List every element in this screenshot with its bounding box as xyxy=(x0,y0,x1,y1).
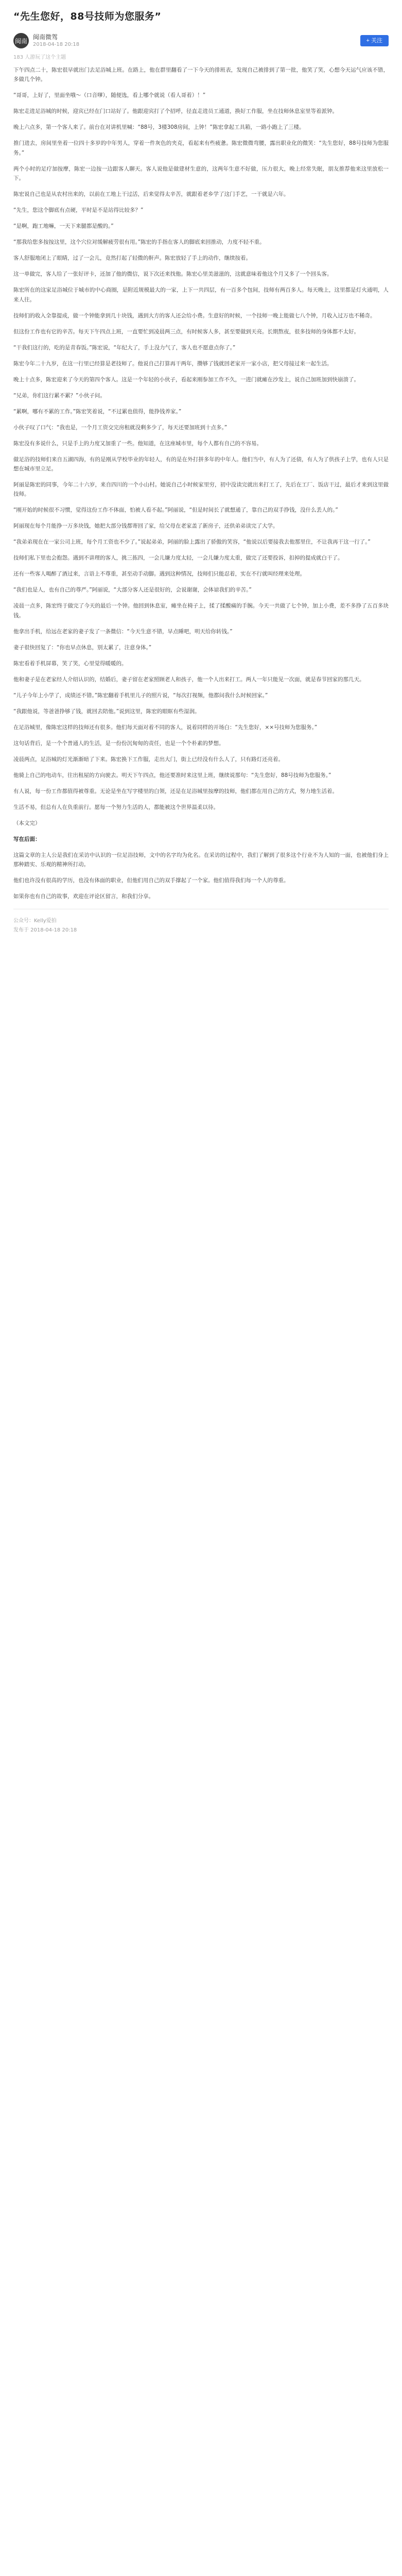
article-paragraph: 做足浴的技师们来自五湖四海，有的是刚从学校毕业的年轻人，有的是在外打拼多年的中年人。他们当中，有人为了还债，有人为了供孩子上学，也有人只是想在城市里立足。 xyxy=(13,456,389,472)
article-paragraph: “累啊，哪有不累的工作。”陈宏笑着说，“不过累也值得，能挣钱养家。” xyxy=(13,408,182,415)
article-paragraph: “我跟他说，等爸爸挣够了钱，就回去陪他。”说到这里，陈宏的眼眶有些湿润。 xyxy=(13,708,200,715)
article-paragraph: 凌晨一点多，陈宏终于做完了今天的最后一个钟。他回到休息室，瘫坐在椅子上，揉了揉酸痛的手腕。今天一共做了七个钟，加上小费，差不多挣了五百多块钱。 xyxy=(13,603,389,619)
article-paragraph: 陈宏走进足浴城的时候，迎宾已经在门口站好了。他跟迎宾打了个招呼，径直走进员工通道，换好工作服，坐在技师休息室里等着派钟。 xyxy=(13,108,338,115)
author-name[interactable]: 闽南微驾 xyxy=(33,33,58,41)
article-paragraph: 他拿出手机，给远在老家的妻子发了一条微信：“今天生意不错，早点睡吧，明天给你转钱。” xyxy=(13,628,233,635)
article-paragraph: 下午四点二十，陈宏很早就出门去足浴城上班。在路上，他在群里翻看了一下今天的排班表，发现自己被排到了第一批，他笑了笑，心想今天运气应该不错，多做几个钟。 xyxy=(13,67,389,83)
article-paragraph: 客人舒服地闭上了眼睛，过了一会儿，竟然打起了轻微的鼾声。陈宏放轻了手上的动作，继续按着。 xyxy=(13,255,251,262)
article-body xyxy=(13,65,389,902)
read-stats: 183 人游玩了这个主题 xyxy=(13,55,66,60)
article-paragraph: 陈宏说自己也是从农村出来的，以前在工地上干过活，后来觉得太辛苦，就跟着老乡学了这门手艺，一干就是六年。 xyxy=(13,191,289,198)
section-title: 写在后面： xyxy=(13,836,41,842)
article-paragraph: 这一单做完，客人给了一张好评卡，还加了他的微信，说下次还来找他。陈宏心里美滋滋的，这就意味着他这个月又多了一个回头客。 xyxy=(13,271,333,278)
article-paragraph: 陈宏没有多说什么，只是手上的力度又加重了一些。他知道，在这座城市里，每个人都有自己的不容易。 xyxy=(13,440,262,447)
article-paragraph: 陈宏所在的这家足浴城位于城市的中心商圈，是附近规模最大的一家，上下一共四层，有一百多个包间，技师有两百多人。每天晚上，这里都是灯火通明，人来人往。 xyxy=(13,287,389,303)
article-paragraph: 晚上十点多，陈宏迎来了今天的第四个客人。这是一个年轻的小伙子，看起来刚参加工作不久，一进门就瘫在沙发上，说自己加班加到快崩溃了。 xyxy=(13,376,359,383)
article-paragraph: “先生，您这个脚底有点硬，平时是不是站得比较多？” xyxy=(13,207,144,214)
article-paragraph: 还有一些客人喝醉了酒过来，言语上不尊重，甚至动手动脚。遇到这种情况，技师们只能忍着，实在不行就叫经理来处理。 xyxy=(13,571,305,578)
article-paragraph: 生活不易，但总有人在负重前行。愿每一个努力生活的人，都能被这个世界温柔以待。 xyxy=(13,804,219,810)
follow-button[interactable]: + 关注 xyxy=(360,35,389,46)
article-paragraph: 他骑上自己的电动车，往出租屋的方向驶去。明天下午四点，他还要准时来这里上班，继续说那句：“先生您好，88号技师为您服务。” xyxy=(13,772,331,778)
article-paragraph: 技师们的收入全靠提成，做一个钟能拿到几十块钱，遇到大方的客人还会给小费。生意好的时候，一个技师一晚上能做七八个钟，月收入过万也不稀奇。 xyxy=(13,312,376,319)
article-paragraph: 晚上六点多，第一个客人来了。前台在对讲机里喊：“88号，3楼308房间，上钟！”陈宏拿起工具箱，一路小跑上了三楼。 xyxy=(13,124,305,131)
article-paragraph: “兄弟，你们这行累不累？”小伙子问。 xyxy=(13,392,106,399)
article-paragraph: 技师们私下里也会抱怨。遇到不讲理的客人，挑三拣四，一会儿嫌力度太轻，一会儿嫌力度太重，做完了还要投诉，扣掉的提成就白干了。 xyxy=(13,555,343,562)
author-avatar[interactable]: 闽南 xyxy=(13,33,29,48)
afterword-paragraph: 这篇文章的主人公是我们在采访中认识的一位足浴技师，文中的名字均为化名。在采访的过程中，我们了解到了很多这个行业不为人知的一面，也被他们身上那种踏实、乐观的精神所打动。 xyxy=(13,852,389,868)
article-page xyxy=(0,0,402,956)
article-paragraph: 陈宏看着手机屏幕，笑了笑，心里觉得暖暖的。 xyxy=(13,660,127,667)
article-paragraph: 但这份工作也有它的辛苦。每天下午四点上班，一直要忙到凌晨两三点，有时候客人多，甚至要做到天亮。长期熬夜，很多技师的身体都不太好。 xyxy=(13,328,359,335)
article-footer xyxy=(13,917,389,935)
publish-time: 2018-04-18 20:18 xyxy=(33,42,80,47)
article-paragraph: 妻子很快回复了：“你也早点休息，别太累了，注意身体。” xyxy=(13,644,152,651)
article-paragraph: 两个小时的足疗加按摩，陈宏一边按一边跟客人聊天。客人说他是做建材生意的，这两年生意不好做，压力很大，晚上经常失眠，朋友推荐他来这里放松一下。 xyxy=(13,165,389,182)
article-paragraph: “是啊，跑工地嘛，一天下来腿都是酸的。” xyxy=(13,223,114,230)
footer-time: 发布于 2018-04-18 20:18 xyxy=(13,927,77,933)
article-paragraph: “那我给您多按按这里，这个穴位对缓解疲劳很有用。”陈宏的手指在客人的脚底来回推动，力度不轻不重。 xyxy=(13,239,265,246)
article-paragraph: 阿丽是陈宏的同事，今年二十六岁，来自四川的一个小山村。她说自己小时候家里穷，初中没读完就出来打工了，先后在工厂、饭店干过，最后才来到这里做技师。 xyxy=(13,482,389,498)
article-paragraph: “刚开始的时候很不习惯，觉得这份工作不体面，怕被人看不起。”阿丽说，“但是时间长了就想通了，靠自己的双手挣钱，没什么丢人的。” xyxy=(13,507,338,514)
article-paragraph: “儿子今年上小学了，成绩还不错。”陈宏翻着手机里儿子的照片说，“每次打视频，他都问我什么时候回家。” xyxy=(13,692,268,699)
article-paragraph: “哥哥，上好了，里面坐哦～（口音嗲），随便选，看上哪个就说（看人哥着）！” xyxy=(13,92,206,99)
article-paragraph: 有人说，每一份工作都值得被尊重。无论是坐在写字楼里的白领，还是在足浴城里按摩的技师，他们都在用自己的方式，努力地生活着。 xyxy=(13,788,338,794)
author-meta xyxy=(33,33,360,48)
article-paragraph: 他和妻子是在老家经人介绍认识的，结婚后，妻子留在老家照顾老人和孩子，他一个人出来打工。两人一年只能见一次面，就是春节回家的那几天。 xyxy=(13,676,365,683)
article-paragraph: 小伙子叹了口气：“我也是，一个月工资交完房租就没剩多少了，每天还要加班到十点多。” xyxy=(13,424,228,431)
article-paragraph: “我们也是人，也有自己的尊严。”阿丽说，“大部分客人还是很好的，会说谢谢，会体谅我们的辛苦。” xyxy=(13,587,252,594)
article-paragraph: 凌晨两点，足浴城的灯光渐渐暗了下来。陈宏换下工作服，走出大门，街上已经没有什么人了，只有路灯还亮着。 xyxy=(13,756,284,762)
author-row xyxy=(13,31,389,50)
article-paragraph: 这句话背后，是一个个普通人的生活，是一份份沉甸甸的责任，也是一个个朴素的梦想。 xyxy=(13,740,224,747)
article-paragraph: （本文完） xyxy=(13,820,41,826)
article-paragraph: “干我们这行的，吃的是青春饭。”陈宏说，“年纪大了，手上没力气了，客人也不愿意点你了。” xyxy=(13,344,236,351)
afterword-paragraph: 如果你也有自己的故事，欢迎在评论区留言，和我们分享。 xyxy=(13,893,154,900)
article-title: “先生您好，88号技师为您服务” xyxy=(13,11,162,22)
article-paragraph: 在足浴城里，像陈宏这样的技师还有很多。他们每天面对着不同的客人，说着同样的开场白：“先生您好，××号技师为您服务。” xyxy=(13,724,318,731)
article-paragraph: 陈宏今年二十九岁，在这一行里已经算是老技师了。他说自己打算再干两年，攒够了钱就回老家开一家小店，把父母接过来一起生活。 xyxy=(13,360,333,367)
article-paragraph: 阿丽现在每个月能挣一万多块钱，她把大部分钱都寄回了家，给父母在老家盖了新房子，还供弟弟读完了大学。 xyxy=(13,523,278,530)
source-label: 公众号：Kelly爱拍 xyxy=(13,918,57,924)
article-paragraph: 推门进去，房间里坐着一位四十多岁的中年男人，穿着一件灰色的夹克，看起来有些疲惫。陈宏微微弯腰，露出职业化的微笑：“先生您好，88号技师为您服务。” xyxy=(13,140,389,156)
article-paragraph: “我弟弟现在在一家公司上班，每个月工资也不少了。”说起弟弟，阿丽的脸上露出了骄傲的笑容，“他说以后要接我去他那里住，不让我再干这一行了。” xyxy=(13,539,371,546)
afterword-paragraph: 他们也许没有很高的学历，也没有体面的职业，但他们用自己的双手撑起了一个家。他们值得我们每一个人的尊重。 xyxy=(13,877,289,884)
